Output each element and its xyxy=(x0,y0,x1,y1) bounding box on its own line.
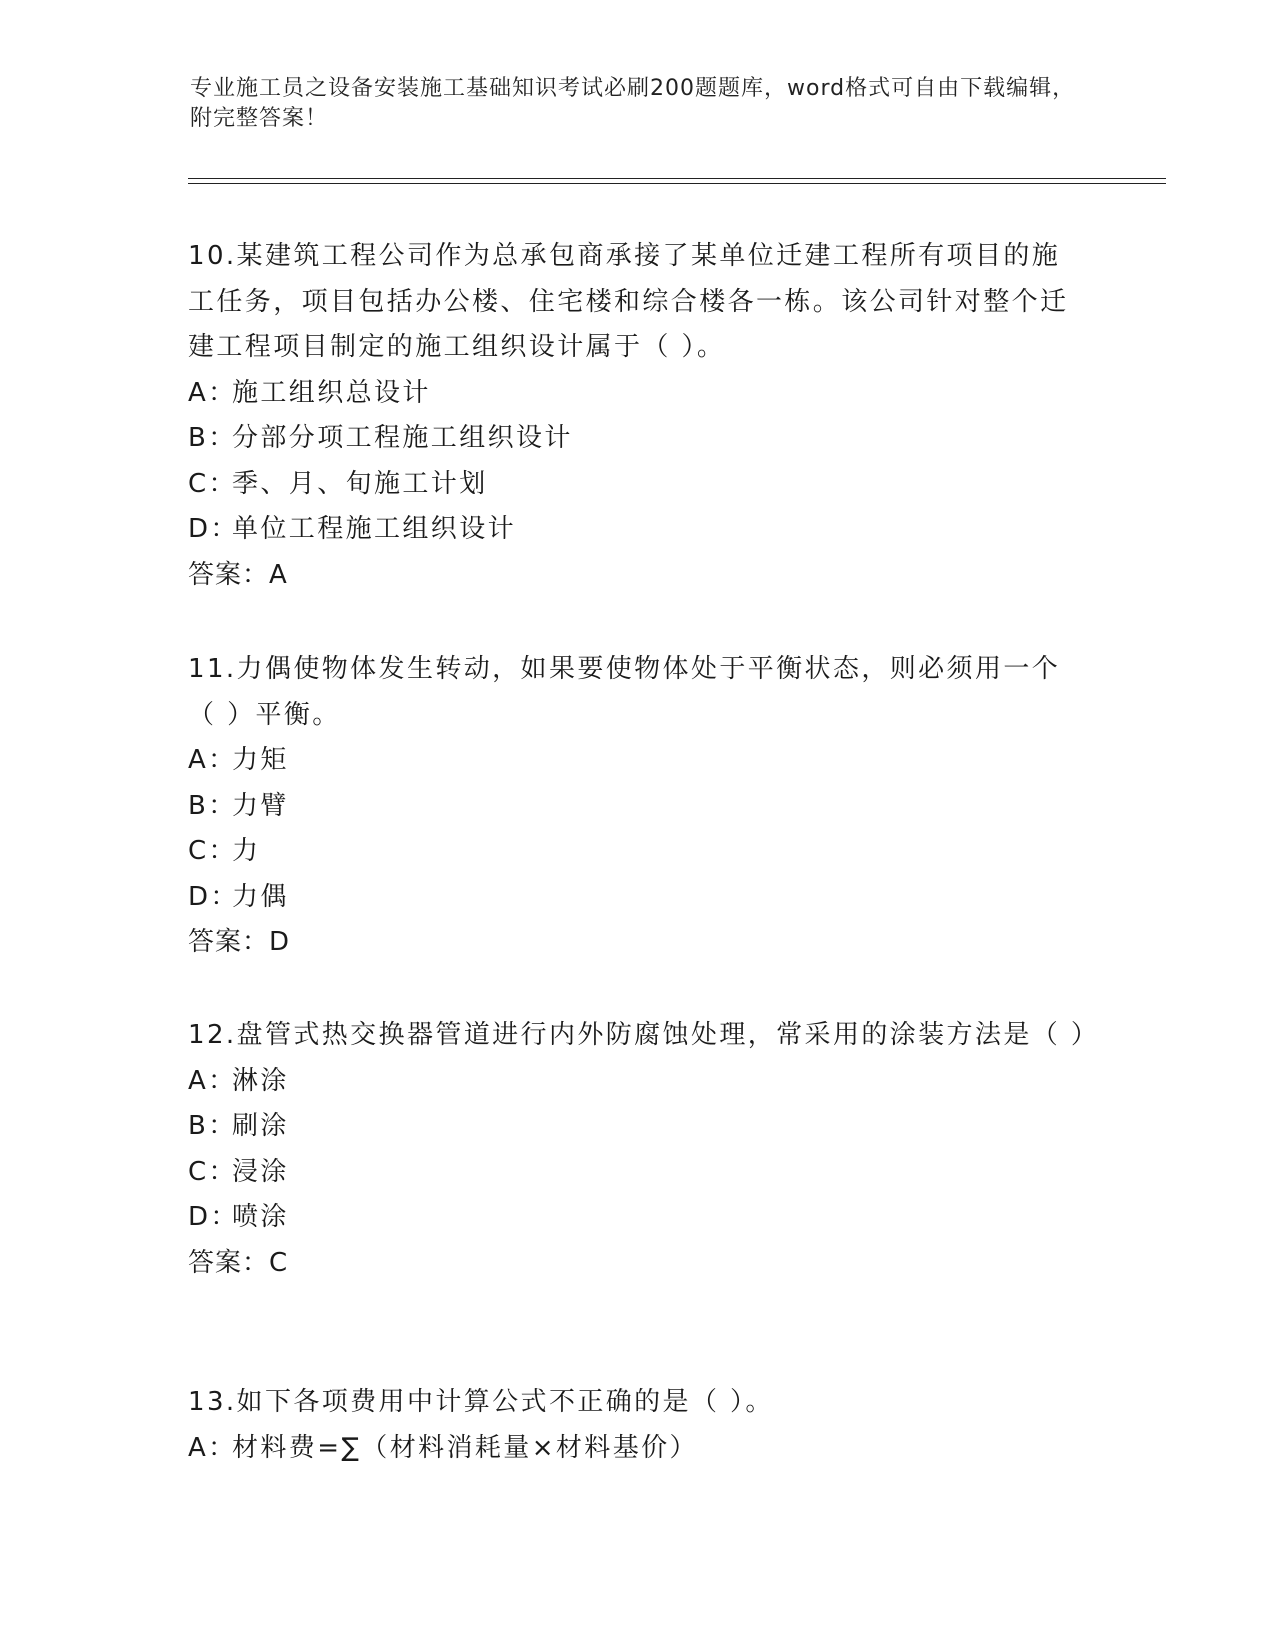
question-10 xyxy=(188,234,1088,598)
option-key: C： xyxy=(188,468,237,499)
header-rule-top xyxy=(188,178,1166,179)
option-text: 分部分项工程施工组织设计 xyxy=(232,423,573,453)
option-key: B： xyxy=(188,790,237,821)
answer-label: 答案： xyxy=(188,1247,270,1278)
answer-line xyxy=(188,920,1088,966)
option-key: C： xyxy=(188,836,237,866)
option-text: 施工组织总设计 xyxy=(232,377,431,408)
option-key: D： xyxy=(188,514,239,544)
option-key: A： xyxy=(188,377,237,408)
option-text: 力矩 xyxy=(232,745,289,775)
question-13 xyxy=(188,1380,1088,1471)
option-a xyxy=(188,1426,1088,1472)
option-c xyxy=(188,829,1088,875)
option-text: 力 xyxy=(232,836,261,866)
option-key: A： xyxy=(188,1432,237,1463)
option-c xyxy=(188,462,1088,508)
answer-line xyxy=(188,553,1088,599)
question-11 xyxy=(188,647,1088,966)
option-key: B： xyxy=(188,1111,237,1141)
option-c xyxy=(188,1150,1088,1196)
option-a xyxy=(188,1059,1088,1105)
option-a xyxy=(188,738,1088,784)
option-b xyxy=(188,784,1088,830)
option-text: 单位工程施工组织设计 xyxy=(232,514,517,544)
answer-line xyxy=(188,1241,1088,1287)
header-rule-bottom xyxy=(188,183,1166,184)
question-12 xyxy=(188,1013,1100,1286)
option-text: 材料费=∑（材料消耗量×材料基价） xyxy=(232,1432,698,1463)
option-text: 季、月、旬施工计划 xyxy=(232,468,488,499)
answer-value: D xyxy=(269,927,291,957)
document-header: 专业施工员之设备安装施工基础知识考试必刷200题题库，word格式可自由下载编辑，附完整答案！ xyxy=(190,76,1076,131)
option-b xyxy=(188,416,1088,462)
option-text: 淋涂 xyxy=(232,1065,289,1096)
question-text: 13.如下各项费用中计算公式不正确的是（ ）。 xyxy=(188,1387,774,1417)
option-text: 刷涂 xyxy=(232,1111,289,1141)
option-key: C： xyxy=(188,1156,237,1187)
answer-label: 答案： xyxy=(188,559,270,590)
answer-label: 答案： xyxy=(188,927,270,957)
option-key: A： xyxy=(188,745,237,775)
option-d xyxy=(188,1195,1088,1241)
question-text: 10.某建筑工程公司作为总承包商承接了某单位迁建工程所有项目的施工任务，项目包括办公楼、住宅楼和综合楼各一栋。该公司针对整个迁建工程项目制定的施工组织设计属于（ ）。 xyxy=(188,241,1069,362)
option-b xyxy=(188,1104,1088,1150)
option-text: 浸涂 xyxy=(232,1156,289,1187)
question-text: 12.盘管式热交换器管道进行内外防腐蚀处理，常采用的涂装方法是（ ） xyxy=(188,1020,1100,1050)
option-text: 喷涂 xyxy=(232,1202,289,1232)
option-d xyxy=(188,507,1088,553)
option-key: D： xyxy=(188,1202,239,1232)
option-d xyxy=(188,875,1088,921)
question-text: 11.力偶使物体发生转动，如果要使物体处于平衡状态，则必须用一个（ ）平衡。 xyxy=(188,654,1061,730)
option-key: A： xyxy=(188,1065,237,1096)
answer-value: A xyxy=(269,559,288,590)
option-text: 力臂 xyxy=(232,790,289,821)
option-key: B： xyxy=(188,423,237,453)
option-text: 力偶 xyxy=(232,881,289,912)
option-a xyxy=(188,371,1088,417)
option-key: D： xyxy=(188,881,239,912)
answer-value: C xyxy=(269,1247,289,1278)
